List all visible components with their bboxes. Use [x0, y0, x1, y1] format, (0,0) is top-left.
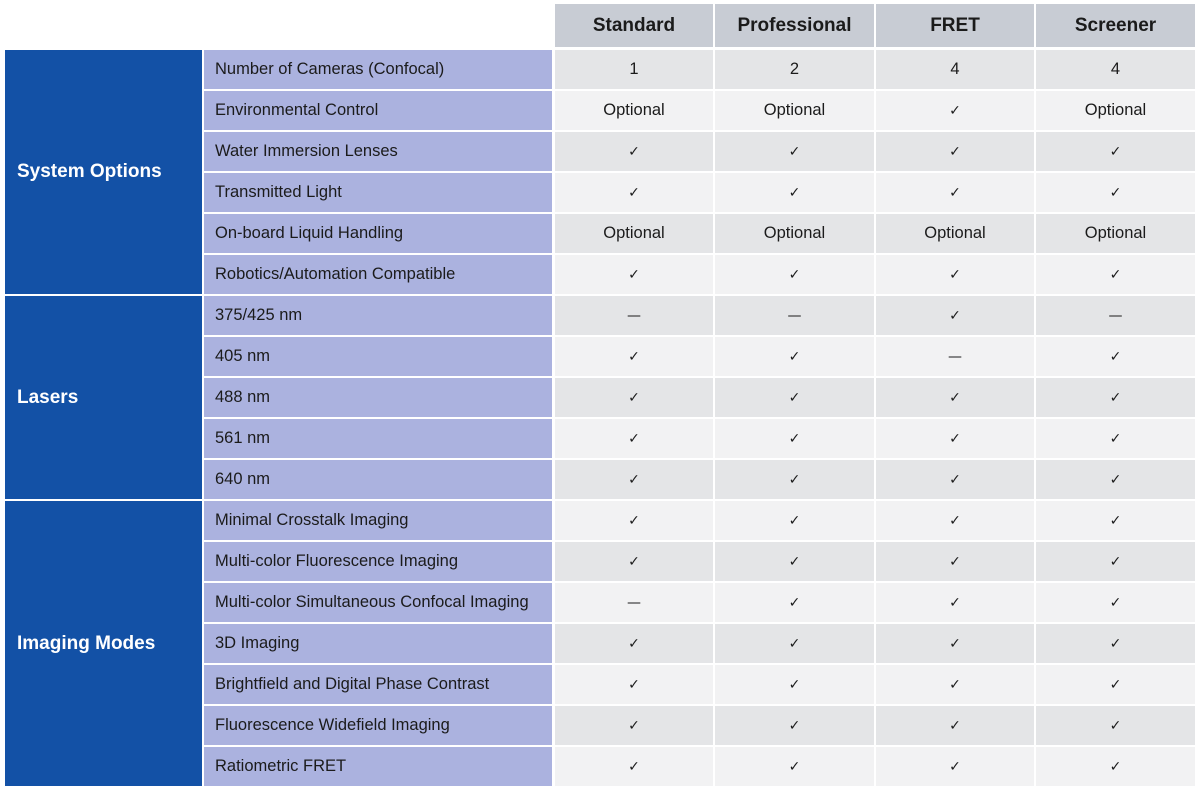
dash-icon: — — [1036, 296, 1195, 335]
check-mark-icon: ✓ — [876, 255, 1034, 294]
dash-icon: — — [876, 337, 1034, 376]
check-mark-icon: ✓ — [555, 460, 713, 499]
row-label: Ratiometric FRET — [204, 747, 552, 786]
row-label: Environmental Control — [204, 91, 552, 130]
check-mark-icon: ✓ — [876, 460, 1034, 499]
check-mark-icon: ✓ — [555, 419, 713, 458]
table-cell: Optional — [715, 214, 874, 253]
check-mark-icon: ✓ — [555, 501, 713, 540]
check-mark-icon: ✓ — [715, 419, 874, 458]
row-label: 488 nm — [204, 378, 552, 417]
dash-icon: — — [555, 296, 713, 335]
check-mark-icon: ✓ — [715, 255, 874, 294]
group-label-system-options: System Options — [5, 50, 202, 294]
check-mark-icon: ✓ — [876, 378, 1034, 417]
check-mark-icon: ✓ — [1036, 624, 1195, 663]
dash-icon: — — [555, 583, 713, 622]
check-mark-icon: ✓ — [555, 378, 713, 417]
table-cell: 4 — [1036, 50, 1195, 89]
row-label: Minimal Crosstalk Imaging — [204, 501, 552, 540]
check-mark-icon: ✓ — [555, 132, 713, 171]
table-cell: Optional — [1036, 214, 1195, 253]
check-mark-icon: ✓ — [715, 665, 874, 704]
check-mark-icon: ✓ — [876, 132, 1034, 171]
column-header-fret: FRET — [876, 4, 1034, 47]
row-label: Number of Cameras (Confocal) — [204, 50, 552, 89]
column-header-professional: Professional — [715, 4, 874, 47]
row-label: 3D Imaging — [204, 624, 552, 663]
table-cell: 4 — [876, 50, 1034, 89]
check-mark-icon: ✓ — [876, 91, 1034, 130]
check-mark-icon: ✓ — [715, 747, 874, 786]
check-mark-icon: ✓ — [715, 583, 874, 622]
row-label: Brightfield and Digital Phase Contrast — [204, 665, 552, 704]
table-cell: Optional — [1036, 91, 1195, 130]
column-header-screener: Screener — [1036, 4, 1195, 47]
check-mark-icon: ✓ — [555, 706, 713, 745]
row-label: Water Immersion Lenses — [204, 132, 552, 171]
check-mark-icon: ✓ — [1036, 706, 1195, 745]
check-mark-icon: ✓ — [715, 337, 874, 376]
check-mark-icon: ✓ — [876, 624, 1034, 663]
table-cell: Optional — [715, 91, 874, 130]
row-label: 640 nm — [204, 460, 552, 499]
check-mark-icon: ✓ — [715, 460, 874, 499]
check-mark-icon: ✓ — [876, 173, 1034, 212]
group-label-imaging-modes: Imaging Modes — [5, 501, 202, 786]
group-label-lasers: Lasers — [5, 296, 202, 499]
check-mark-icon: ✓ — [1036, 419, 1195, 458]
row-label: 405 nm — [204, 337, 552, 376]
dash-icon: — — [715, 296, 874, 335]
row-label: On-board Liquid Handling — [204, 214, 552, 253]
check-mark-icon: ✓ — [1036, 583, 1195, 622]
check-mark-icon: ✓ — [715, 173, 874, 212]
check-mark-icon: ✓ — [1036, 665, 1195, 704]
check-mark-icon: ✓ — [1036, 378, 1195, 417]
check-mark-icon: ✓ — [555, 542, 713, 581]
row-label: Multi-color Simultaneous Confocal Imaging — [204, 583, 552, 622]
table-cell: 2 — [715, 50, 874, 89]
check-mark-icon: ✓ — [1036, 542, 1195, 581]
check-mark-icon: ✓ — [1036, 337, 1195, 376]
check-mark-icon: ✓ — [876, 747, 1034, 786]
table-cell: Optional — [876, 214, 1034, 253]
check-mark-icon: ✓ — [876, 542, 1034, 581]
table-cell: Optional — [555, 214, 713, 253]
check-mark-icon: ✓ — [876, 419, 1034, 458]
check-mark-icon: ✓ — [715, 501, 874, 540]
check-mark-icon: ✓ — [715, 624, 874, 663]
row-label: Multi-color Fluorescence Imaging — [204, 542, 552, 581]
table-cell: 1 — [555, 50, 713, 89]
check-mark-icon: ✓ — [555, 173, 713, 212]
check-mark-icon: ✓ — [1036, 501, 1195, 540]
check-mark-icon: ✓ — [555, 747, 713, 786]
check-mark-icon: ✓ — [555, 624, 713, 663]
table-cell: Optional — [555, 91, 713, 130]
check-mark-icon: ✓ — [1036, 747, 1195, 786]
check-mark-icon: ✓ — [1036, 173, 1195, 212]
row-label: 561 nm — [204, 419, 552, 458]
check-mark-icon: ✓ — [1036, 132, 1195, 171]
row-label: Fluorescence Widefield Imaging — [204, 706, 552, 745]
check-mark-icon: ✓ — [715, 378, 874, 417]
check-mark-icon: ✓ — [876, 665, 1034, 704]
check-mark-icon: ✓ — [555, 337, 713, 376]
row-label: Robotics/Automation Compatible — [204, 255, 552, 294]
check-mark-icon: ✓ — [715, 542, 874, 581]
check-mark-icon: ✓ — [876, 706, 1034, 745]
row-label: Transmitted Light — [204, 173, 552, 212]
check-mark-icon: ✓ — [876, 296, 1034, 335]
check-mark-icon: ✓ — [555, 255, 713, 294]
check-mark-icon: ✓ — [555, 665, 713, 704]
check-mark-icon: ✓ — [715, 706, 874, 745]
row-label: 375/425 nm — [204, 296, 552, 335]
check-mark-icon: ✓ — [876, 501, 1034, 540]
column-header-standard: Standard — [555, 4, 713, 47]
check-mark-icon: ✓ — [1036, 255, 1195, 294]
check-mark-icon: ✓ — [715, 132, 874, 171]
check-mark-icon: ✓ — [1036, 460, 1195, 499]
check-mark-icon: ✓ — [876, 583, 1034, 622]
